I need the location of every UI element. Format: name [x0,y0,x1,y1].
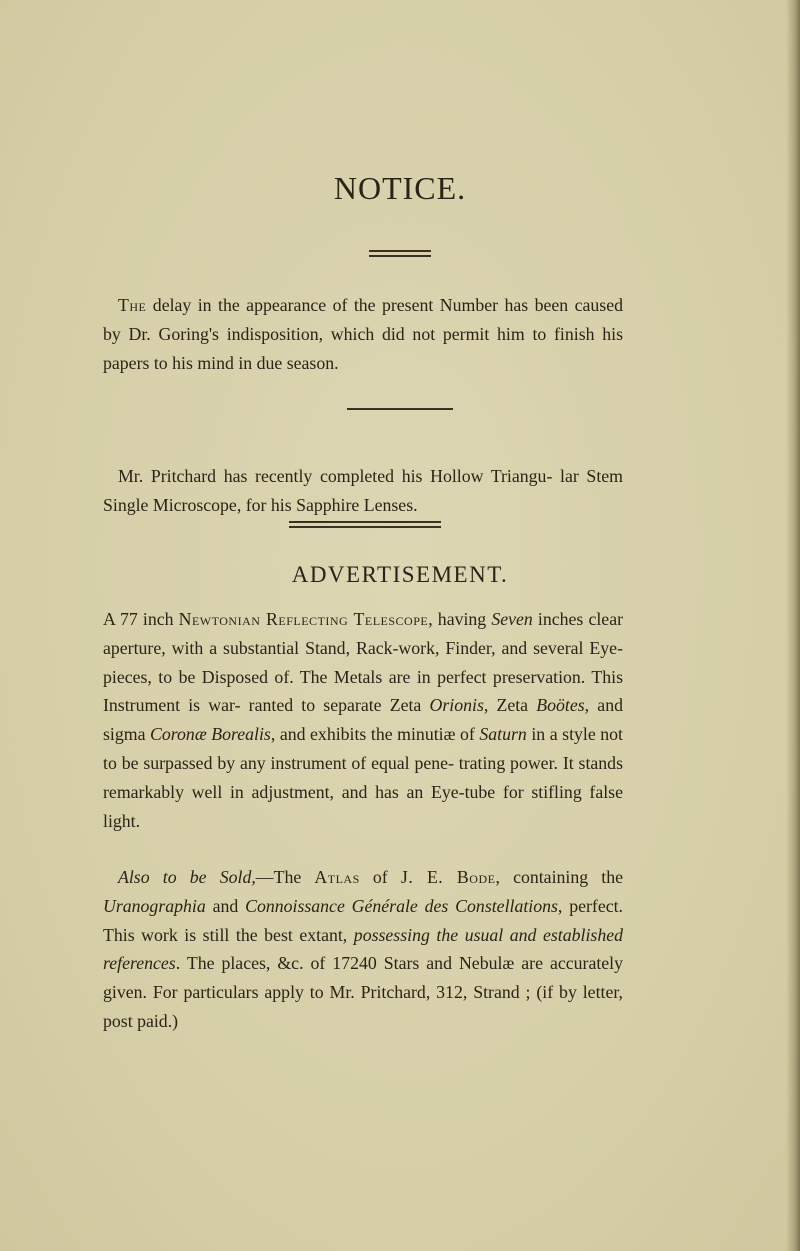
atlas-word: Atlas [314,867,360,887]
atlas-paragraph [103,863,623,1036]
delay-lead-word: The [118,295,147,315]
atlas-text-a: —The [255,867,315,887]
possessing-phrase: possessing the usual and established references [103,924,623,974]
bootes-name: Boötes [536,695,585,716]
section-divider [347,408,453,410]
double-rule-bottom [369,255,431,257]
telescope-paragraph [103,605,623,835]
double-rule-top [369,250,431,252]
telescope-seven: Seven [491,609,533,629]
atlas-text-e: , perfect. This work is still the best extant, [103,895,623,945]
atlas-text-b: of [359,867,401,887]
advert-rule-bottom [289,526,441,528]
saturn-name: Saturn [479,724,527,745]
telescope-text-f: , and exhibits the minutiæ of [270,724,480,745]
telescope-text-g: in a style not to be surpassed by any instrument of equal pene- trating power. It stands remarkably well in adjustment, and has an Eye-tube for stifling false light. [103,724,624,831]
atlas-text-c: , containing the [495,867,624,887]
connoissance-title: Connoissance Générale des Constellations [245,895,558,916]
orionis-name: Orionis [429,695,484,716]
also-sold: Also to be Sold, [118,867,256,887]
pritchard-paragraph: Mr. Pritchard has recently completed his Hollow Triangu- lar Stem Single Microscope, for his Sapphire Lenses. [103,466,623,515]
telescope-text-a: A 77 inch [103,609,179,629]
uranographia-title: Uranographia [103,895,206,916]
delay-paragraph [103,291,623,377]
coronae-name: Coronæ Borealis [150,724,271,745]
telescope-text-c: inches clear aperture, with a substantial Stand, Rack-work, Finder, and several Eye-pieces, to be Disposed of. The Metals are in perfect preservation. This Instrument is war- ranted to separate Zeta [103,609,624,716]
advertisement-title: ADVERTISEMENT. [291,562,509,587]
bode-name: J. E. Bode [400,867,496,887]
atlas-text-f: . The places, &c. of 17240 Stars and Nebulæ are accurately given. For particulars apply to Mr. Pritchard, 312, Strand ; (if by letter, post paid.) [103,953,623,1031]
notice-title: NOTICE. [333,170,467,206]
telescope-text-d: , Zeta [483,695,537,716]
telescope-text-b: , having [428,609,492,629]
delay-text: delay in the appearance of the present Number has been caused by Dr. Goring's indisposition, which did not permit him to finish his papers to his mind in due season. [103,295,623,373]
atlas-text-d: and [205,895,246,916]
telescope-text-e: , and sigma [103,695,623,745]
advert-rule-top [289,521,441,523]
telescope-name: Newtonian Reflecting Telescope [178,609,429,629]
